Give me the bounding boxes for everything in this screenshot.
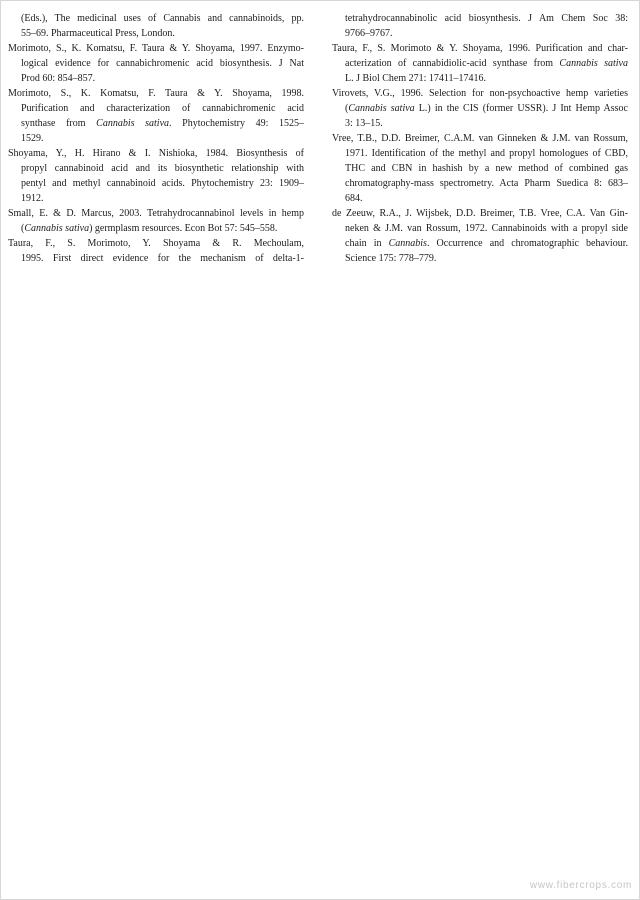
reference-line bbox=[332, 161, 628, 176]
reference-text: (Eds.), The medicinal uses of Cannabis and cannabinoids, pp. bbox=[21, 13, 304, 24]
reference-text: 3: 13–15. bbox=[345, 118, 383, 129]
reference-text: logical evidence for cannabichromenic acid biosynthesis. J Nat bbox=[21, 58, 304, 69]
reference-text: chromatography-mass spectrometry. Acta Pharm Suedica 8: 683– bbox=[345, 178, 628, 189]
reference-line bbox=[8, 86, 304, 101]
reference-entry bbox=[332, 206, 628, 266]
reference-italic-text: Cannabis bbox=[388, 238, 427, 249]
reference-line bbox=[8, 251, 304, 266]
watermark-url: www.fibercrops.com bbox=[529, 880, 632, 891]
reference-line bbox=[332, 176, 628, 191]
reference-line bbox=[332, 101, 628, 116]
reference-text: pentyl and methyl cannabinoid acids. Phytochemistry 23: 1909– bbox=[21, 178, 304, 189]
reference-line bbox=[8, 131, 304, 146]
reference-line bbox=[332, 206, 628, 221]
reference-italic-text: Cannabis sativa bbox=[559, 58, 628, 69]
reference-line bbox=[332, 221, 628, 236]
reference-text: 1912. bbox=[21, 193, 44, 204]
reference-text: Science 175: 778–779. bbox=[345, 253, 437, 264]
reference-text: Vree, T.B., D.D. Breimer, C.A.M. van Ginneken & J.M. van Rossum, bbox=[332, 133, 628, 144]
reference-entry bbox=[8, 11, 304, 41]
reference-line bbox=[332, 86, 628, 101]
reference-text: ( bbox=[345, 103, 349, 114]
reference-text: 1995. First direct evidence for the mechanism of delta-1- bbox=[21, 253, 304, 264]
reference-line bbox=[332, 146, 628, 161]
reference-text: synthase from bbox=[21, 118, 97, 129]
reference-line bbox=[8, 71, 304, 86]
reference-entry bbox=[8, 146, 304, 206]
reference-text: ) germplasm resources. Econ Bot 57: 545–558. bbox=[89, 223, 278, 234]
reference-entry bbox=[8, 206, 304, 236]
reference-line bbox=[8, 56, 304, 71]
reference-line bbox=[332, 41, 628, 56]
reference-text: L.) in the CIS (former USSR). J Int Hemp Assoc bbox=[414, 103, 628, 114]
reference-line bbox=[8, 41, 304, 56]
reference-entry bbox=[8, 86, 304, 146]
reference-line bbox=[332, 71, 628, 86]
reference-text: propyl cannabinoid acid and its biosynthetic relationship with bbox=[21, 163, 304, 174]
reference-line bbox=[332, 251, 628, 266]
reference-line bbox=[332, 191, 628, 206]
reference-line bbox=[8, 221, 304, 236]
reference-italic-text: Cannabis sativa bbox=[24, 223, 90, 234]
reference-text: Purification and characterization of cannabichromenic acid bbox=[21, 103, 304, 114]
reference-entry bbox=[8, 41, 304, 86]
reference-line bbox=[332, 116, 628, 131]
reference-line bbox=[332, 26, 628, 41]
reference-text: Taura, F., S. Morimoto & Y. Shoyama, 1996. Purification and char- bbox=[332, 43, 628, 54]
reference-line bbox=[8, 236, 304, 251]
reference-entry bbox=[332, 131, 628, 206]
reference-text: . Occurrence and chromatographic behaviour. bbox=[426, 238, 628, 249]
reference-line bbox=[8, 176, 304, 191]
reference-text: neken & J.M. van Rossum, 1972. Cannabinoids with a propyl side bbox=[345, 223, 628, 234]
reference-text: Small, E. & D. Marcus, 2003. Tetrahydrocannabinol levels in hemp bbox=[8, 208, 304, 219]
reference-text: Virovets, V.G., 1996. Selection for non-psychoactive hemp varieties bbox=[332, 88, 628, 99]
reference-line bbox=[8, 191, 304, 206]
reference-text: chain in bbox=[345, 238, 389, 249]
reference-text: Morimoto, S., K. Komatsu, F. Taura & Y. Shoyama, 1997. Enzymo- bbox=[8, 43, 304, 54]
reference-italic-text: Cannabis sativa bbox=[348, 103, 415, 114]
reference-text: 9766–9767. bbox=[345, 28, 393, 39]
reference-text: . Phytochemistry 49: 1525– bbox=[169, 118, 304, 129]
reference-text: Shoyama, Y., H. Hirano & I. Nishioka, 1984. Biosynthesis of bbox=[8, 148, 304, 159]
reference-text: acterization of cannabidiolic-acid synthase from bbox=[345, 58, 560, 69]
reference-line bbox=[332, 56, 628, 71]
reference-text: de Zeeuw, R.A., J. Wijsbek, D.D. Breimer, T.B. Vree, C.A. Van Gin- bbox=[332, 208, 628, 219]
reference-line bbox=[8, 146, 304, 161]
reference-line bbox=[332, 236, 628, 251]
reference-line bbox=[8, 161, 304, 176]
reference-text: tetrahydrocannabinolic acid biosynthesis. J Am Chem Soc 38: bbox=[345, 13, 628, 24]
reference-text: Prod 60: 854–857. bbox=[21, 73, 96, 84]
reference-entry bbox=[332, 41, 628, 86]
reference-text: 55–69. Pharmaceutical Press, London. bbox=[21, 28, 175, 39]
reference-italic-text: Cannabis sativa bbox=[96, 118, 170, 129]
reference-text: Morimoto, S., K. Komatsu, F. Taura & Y. Shoyama, 1998. bbox=[8, 88, 304, 99]
reference-text: 1971. Identification of the methyl and propyl homologues of CBD, bbox=[345, 148, 628, 159]
reference-text: L. J Biol Chem 271: 17411–17416. bbox=[345, 73, 487, 84]
reference-text: Taura, F., S. Morimoto, Y. Shoyama & R. Mechoulam, bbox=[8, 238, 304, 249]
reference-line bbox=[8, 206, 304, 221]
reference-line bbox=[8, 11, 304, 26]
watermark bbox=[530, 880, 632, 892]
references-columns bbox=[8, 11, 628, 267]
reference-line bbox=[8, 116, 304, 131]
reference-line bbox=[8, 26, 304, 41]
reference-text: 1529. bbox=[21, 133, 44, 144]
reference-text: ( bbox=[21, 223, 25, 234]
reference-line bbox=[332, 131, 628, 146]
reference-text: THC and CBN in hashish by a new method of combined gas bbox=[345, 163, 628, 174]
reference-text: 684. bbox=[345, 193, 363, 204]
reference-entry bbox=[332, 86, 628, 131]
reference-line bbox=[332, 11, 628, 26]
reference-line bbox=[8, 101, 304, 116]
